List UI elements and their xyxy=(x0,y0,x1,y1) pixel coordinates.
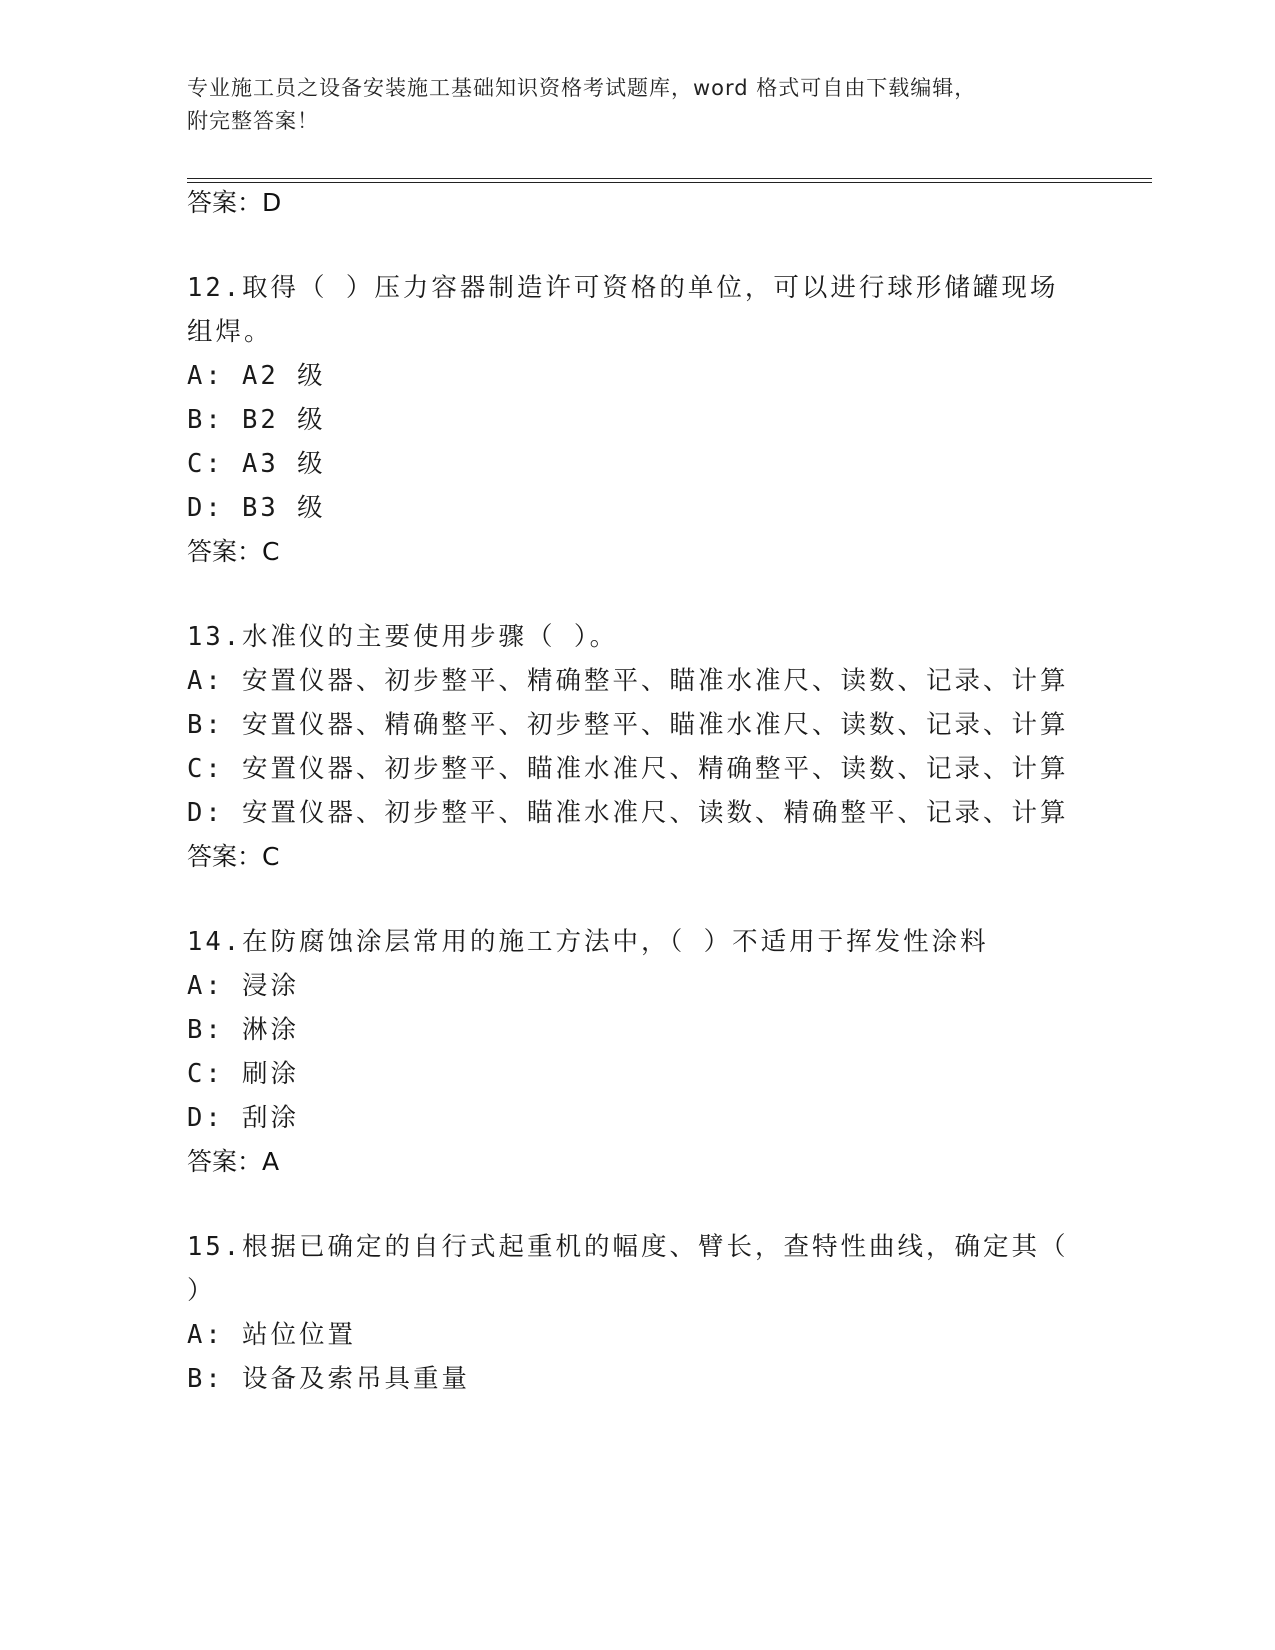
question-14-option-d: D: 刮涂 xyxy=(187,1103,300,1133)
question-15-option-a: A: 站位位置 xyxy=(187,1320,357,1350)
question-13-stem: 13.水准仪的主要使用步骤（ ）。 xyxy=(187,622,619,652)
question-14-option-a: A: 浸涂 xyxy=(187,971,300,1001)
header-divider-bottom xyxy=(187,182,1152,183)
question-15-stem-line-2: ） xyxy=(187,1276,216,1306)
answer-q13: 答案：C xyxy=(187,842,280,871)
question-13-option-d: D: 安置仪器、初步整平、瞄准水准尺、读数、精确整平、记录、计算 xyxy=(187,798,1069,828)
answer-q11: 答案：D xyxy=(187,188,282,217)
question-12-option-c: C: A3 级 xyxy=(187,449,326,479)
document-header xyxy=(187,72,1077,138)
header-title-line-1: 专业施工员之设备安装施工基础知识资格考试题库，word 格式可自由下载编辑， xyxy=(187,76,977,100)
question-14-stem: 14.在防腐蚀涂层常用的施工方法中，（ ）不适用于挥发性涂料 xyxy=(187,927,989,957)
question-14-option-b: B: 淋涂 xyxy=(187,1015,300,1045)
question-13-option-a: A: 安置仪器、初步整平、精确整平、瞄准水准尺、读数、记录、计算 xyxy=(187,666,1069,696)
question-14-option-c: C: 刷涂 xyxy=(187,1059,300,1089)
header-divider-top xyxy=(187,178,1152,179)
header-title-line-2: 附完整答案！ xyxy=(187,109,319,133)
question-12-option-b: B: B2 级 xyxy=(187,405,326,435)
answer-q12: 答案：C xyxy=(187,537,280,566)
answer-q14: 答案：A xyxy=(187,1147,280,1176)
question-15-option-b: B: 设备及索吊具重量 xyxy=(187,1364,471,1394)
question-12-option-d: D: B3 级 xyxy=(187,493,326,523)
question-15-stem-line-1: 15.根据已确定的自行式起重机的幅度、臂长，查特性曲线，确定其（ xyxy=(187,1232,1069,1262)
question-13-option-b: B: 安置仪器、精确整平、初步整平、瞄准水准尺、读数、记录、计算 xyxy=(187,710,1069,740)
question-13-option-c: C: 安置仪器、初步整平、瞄准水准尺、精确整平、读数、记录、计算 xyxy=(187,754,1069,784)
question-12-stem-line-2: 组焊。 xyxy=(187,317,273,347)
question-12-option-a: A: A2 级 xyxy=(187,361,326,391)
question-12-stem-line-1: 12.取得（ ）压力容器制造许可资格的单位，可以进行球形储罐现场 xyxy=(187,273,1059,303)
